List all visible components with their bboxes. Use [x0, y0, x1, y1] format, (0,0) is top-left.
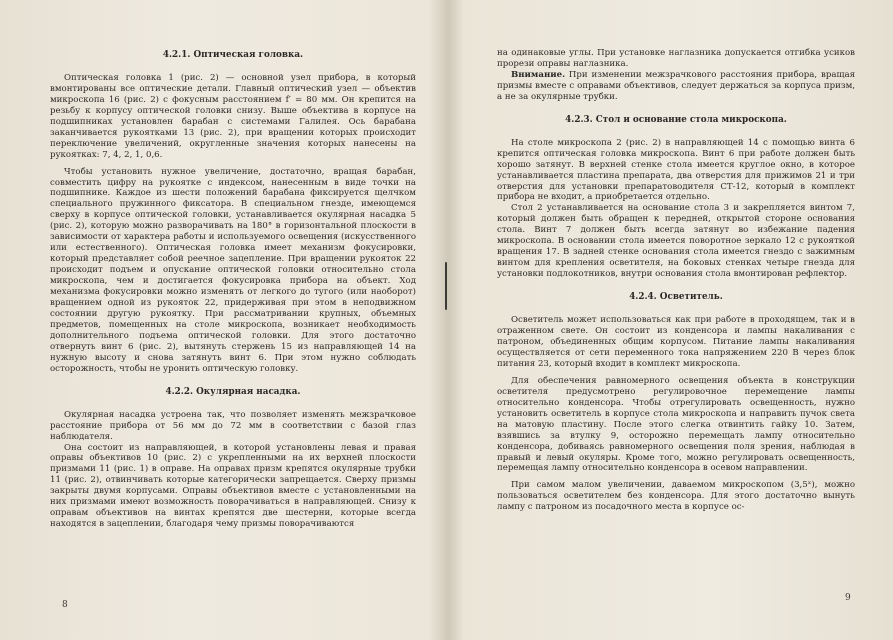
left-page: [50, 50, 416, 635]
staple: [442, 262, 450, 312]
paragraph-eyepiece-intro: Окулярная насадка устроена так, что позволяет изменять межзрачковое расстояние прибора от 56 мм до 72 мм в соответствии с базой глаз наблюдателя.: [50, 409, 416, 442]
section-heading-stage: 4.2.3. Стол и основание стола микроскопа.: [565, 114, 787, 125]
section-heading-eyepiece: 4.2.2. Окулярная насадка.: [165, 386, 301, 397]
attention-text: При изменении межзрачкового расстояния прибора, вращая призмы вместе с оправами объективов, следует держаться за корпуса призм, а не за окулярные трубки.: [497, 69, 855, 102]
attention-label: Внимание.: [511, 69, 566, 80]
paragraph-stage: На столе микроскопа 2 (рис. 2) в направляющей 14 с помощью винта 6 крепится оптическая головка микроскопа. Винт 6 при работе должен быть хорошо затянут. В верхней стенке стола имеется круглое окно, в которое устанавливается пластина препарата, два отверстия для прижимов 21 и три отверстия для установки препаратоводителя СТ-12, который в комплект прибора не входит, а приобретается отдельно.: [497, 137, 855, 203]
section-heading-illuminator: 4.2.4. Осветитель.: [629, 292, 723, 303]
paragraph-magnification: Чтобы установить нужное увеличение, достаточно, вращая барабан, совместить цифру на рукоятке с индексом, нанесенным в виде точки на подшипнике. Каждое из шести положений барабана фиксируется щелчком специального пружинного фиксатора. В специальном гнезде, имеющемся сверху в корпусе оптической головки, устанавливается окулярная насадка 5 (рис. 2), которую можно разворачивать на 180° в горизонтальной плоскости в зависимости от характера работы и используемого освещения (искусственного или естественного). Оптическая головка имеет механизм фокусировки, который представляет собой реечное зацепление. При вращении рукояток 22 происходит подъем и опускание оптической головки относительно стола микроскопа, чем и достигается фокусировка прибора на объект. Ход механизма фокусировки можно изменять от легкого до тугого (или наоборот) вращением одной из рукояток 22, придерживая при этом в неподвижном состоянии другую рукоятку. При рассматривании крупных, объемных предметов, помещенных на столе микроскопа, возникает необходимость дополнительного подъема оптической головки. Для этого достаточно отвернуть винт 6 (рис. 2), вытянуть стержень 15 из направляющей 14 на нужную высоту и снова затянуть винт 6. При этом нужно соблюдать осторожность, чтобы не уронить оптическую головку.: [50, 166, 416, 374]
section-heading-optical-head: 4.2.1. Оптическая головка.: [162, 50, 304, 60]
right-page: [497, 48, 855, 638]
paragraph-eyepiece-structure: Она состоит из направляющей, в которой установлены левая и правая оправы объективов 10 (рис. 2) с укрепленными на их верхней плоскости призмами 11 (рис. 1) в оправе. На оправах призм крепятся окулярные трубки 11 (рис. 2), отвинчивать которые категорически запрещается. Сверху призмы закрыты двумя корпусами. Оправы объективов вместе с установленными на них призмами имеют возможность поворачиваться в направляющей. Снизу к оправам объективов на винтах крепятся две шестерни, которые всегда находятся в зацеплении, благодаря чему призмы поворачиваются: [50, 442, 416, 530]
paragraph-stage-base: Стол 2 устанавливается на основание стола 3 и закрепляется винтом 7, который должен быть обращен к передней, открытой стороне основания стола. Винт 7 должен быть всегда затянут во избежание падения микроскопа. В основании стола имеется поворотное зеркало 12 с рукояткой вращения 17. В задней стенке основания стола имеется гнездо с зажимным винтом для крепления осветителя, на боковых стенках четыре гнезда для установки подлокотников, внутри основания стола вмонтирован рефлектор.: [497, 203, 855, 280]
page-number-left: 8: [62, 600, 68, 610]
page-number-right: 9: [845, 593, 851, 603]
paragraph-attention: [497, 70, 855, 103]
paragraph-illuminator-intro: Осветитель может использоваться как при работе в проходящем, так и в отраженном свете. Он состоит из конденсора и лампы накаливания с патроном, объединенных общим корпусом. Питание лампы накаливания осуществляется от сети переменного тока напряжением 220 В через блок питания 23, который входит в комплект микроскопа.: [497, 315, 855, 369]
paragraph-illuminator-low-magnification: При самом малом увеличении, даваемом микроскопом (3,5ˣ), можно пользоваться осветителем без конденсора. Для этого достаточно вынуть лампу с патроном из посадочного места в корпусе ос-: [497, 480, 855, 513]
paragraph-eyepiece-continued: на одинаковые углы. При установке наглазника допускается отгибка усиков прорези оправы наглазника.: [497, 48, 855, 69]
paragraph-illuminator-adjustment: Для обеспечения равномерного освещения объекта в конструкции осветителя предусмотрено регулировочное перемещение лампы относительно конденсора. Чтобы отрегулировать освещенность, нужно установить осветитель в корпусе стола микроскопа и направить пучок света на матовую пластину. После этого слегка отвинтить гайку 10. Затем, взявшись за втулку 9, осторожно перемещать лампу относительно конденсора, добиваясь равномерного освещения поля зрения, наблюдая в правый и левый окуляры. Кроме того, можно регулировать освещенность, перемещая лампу относительно конденсора в осевом направлении.: [497, 375, 855, 474]
paragraph-optical-head-intro: Оптическая головка 1 (рис. 2) — основной узел прибора, в который вмонтированы все оптические детали. Главный оптический узел — объектив микроскопа 16 (рис. 2) с фокусным расстоянием f′ = 80 мм. Он крепится на резьбу к корпусу оптической головки снизу. Выше объектива в корпусе на подшипниках установлен барабан с системами Галилея. Ось барабана заканчивается рукоятками 13 (рис. 2), при вращении которых происходит переключение увеличений, округленные значения которых нанесены на рукоятках: 7, 4, 2, 1, 0,6.: [50, 72, 416, 160]
